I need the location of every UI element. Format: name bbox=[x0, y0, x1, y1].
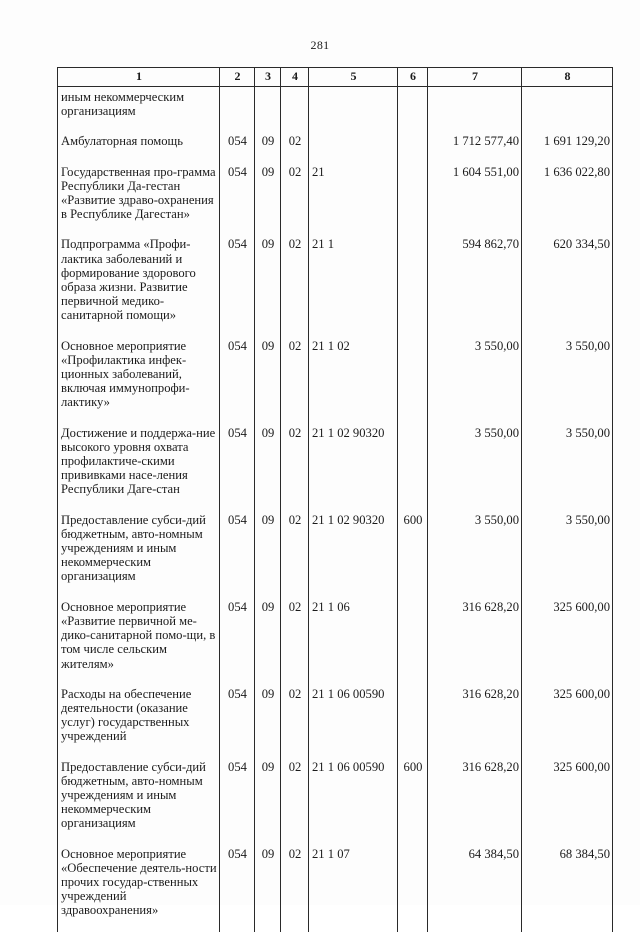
amount-col7: 3 550,00 bbox=[428, 513, 522, 600]
expense-type-code bbox=[398, 847, 428, 932]
expense-type-code bbox=[398, 600, 428, 687]
table-row bbox=[58, 847, 613, 932]
table-row bbox=[58, 760, 613, 847]
amount-col7 bbox=[428, 87, 522, 135]
ministry-code: 054 bbox=[220, 426, 255, 513]
row-name: Подпрограмма «Профи-лактика заболеваний и формирование здорового образа жизни. Развитие первичной медико-санитарной помощи» bbox=[58, 237, 220, 338]
expense-type-code: 600 bbox=[398, 513, 428, 600]
ministry-code: 054 bbox=[220, 165, 255, 238]
subsection-code: 02 bbox=[281, 134, 309, 164]
expense-type-code bbox=[398, 87, 428, 135]
target-article-code: 21 1 bbox=[309, 237, 398, 338]
section-code: 09 bbox=[255, 165, 281, 238]
subsection-code: 02 bbox=[281, 237, 309, 338]
table-row bbox=[58, 165, 613, 238]
target-article-code: 21 1 06 bbox=[309, 600, 398, 687]
section-code: 09 bbox=[255, 237, 281, 338]
target-article-code: 21 1 07 bbox=[309, 847, 398, 932]
amount-col8: 1 636 022,80 bbox=[522, 165, 613, 238]
amount-col8: 325 600,00 bbox=[522, 760, 613, 847]
section-code bbox=[255, 87, 281, 135]
column-header: 4 bbox=[281, 68, 309, 87]
section-code: 09 bbox=[255, 513, 281, 600]
ministry-code: 054 bbox=[220, 760, 255, 847]
ministry-code: 054 bbox=[220, 134, 255, 164]
ministry-code: 054 bbox=[220, 687, 255, 760]
table-row bbox=[58, 87, 613, 135]
ministry-code: 054 bbox=[220, 847, 255, 932]
column-header: 8 bbox=[522, 68, 613, 87]
amount-col7: 1 712 577,40 bbox=[428, 134, 522, 164]
row-name: Основное мероприятие «Профилактика инфек-ционных заболеваний, включая иммунопрофи-лактику» bbox=[58, 339, 220, 426]
row-name: Государственная про-грамма Республики Да-гестан «Развитие здраво-охранения в Республике Дагестан» bbox=[58, 165, 220, 238]
expense-type-code bbox=[398, 134, 428, 164]
target-article-code: 21 1 06 00590 bbox=[309, 687, 398, 760]
expense-type-code bbox=[398, 687, 428, 760]
target-article-code: 21 1 06 00590 bbox=[309, 760, 398, 847]
table-row bbox=[58, 600, 613, 687]
ministry-code: 054 bbox=[220, 237, 255, 338]
section-code: 09 bbox=[255, 760, 281, 847]
table-row bbox=[58, 339, 613, 426]
column-header: 7 bbox=[428, 68, 522, 87]
subsection-code: 02 bbox=[281, 513, 309, 600]
target-article-code bbox=[309, 87, 398, 135]
table-row bbox=[58, 687, 613, 760]
section-code: 09 bbox=[255, 134, 281, 164]
row-name: Амбулаторная помощь bbox=[58, 134, 220, 164]
table-row bbox=[58, 513, 613, 600]
amount-col8: 325 600,00 bbox=[522, 600, 613, 687]
amount-col7: 316 628,20 bbox=[428, 760, 522, 847]
row-name: Достижение и поддержа-ние высокого уровня охвата профилактиче-скими прививками насе-ления Республики Даге-стан bbox=[58, 426, 220, 513]
target-article-code bbox=[309, 134, 398, 164]
subsection-code: 02 bbox=[281, 339, 309, 426]
column-header: 1 bbox=[58, 68, 220, 87]
ministry-code bbox=[220, 87, 255, 135]
subsection-code: 02 bbox=[281, 687, 309, 760]
subsection-code: 02 bbox=[281, 426, 309, 513]
table-header-row bbox=[58, 68, 613, 87]
amount-col8: 620 334,50 bbox=[522, 237, 613, 338]
row-name: Основное мероприятие «Обеспечение деятель-ности прочих государ-ственных учреждений здравоохранения» bbox=[58, 847, 220, 932]
column-header: 6 bbox=[398, 68, 428, 87]
amount-col8: 1 691 129,20 bbox=[522, 134, 613, 164]
expense-type-code bbox=[398, 165, 428, 238]
amount-col7: 1 604 551,00 bbox=[428, 165, 522, 238]
row-name: Предоставление субси-дий бюджетным, авто-номным учреждениям и иным некоммерческим организациям bbox=[58, 760, 220, 847]
amount-col7: 64 384,50 bbox=[428, 847, 522, 932]
amount-col7: 316 628,20 bbox=[428, 687, 522, 760]
amount-col8: 3 550,00 bbox=[522, 513, 613, 600]
table-row bbox=[58, 426, 613, 513]
page-number: 281 bbox=[310, 38, 330, 52]
amount-col7: 3 550,00 bbox=[428, 339, 522, 426]
subsection-code: 02 bbox=[281, 760, 309, 847]
amount-col8: 325 600,00 bbox=[522, 687, 613, 760]
column-header: 2 bbox=[220, 68, 255, 87]
table-row bbox=[58, 237, 613, 338]
amount-col7: 316 628,20 bbox=[428, 600, 522, 687]
section-code: 09 bbox=[255, 847, 281, 932]
expense-type-code bbox=[398, 339, 428, 426]
ministry-code: 054 bbox=[220, 339, 255, 426]
expense-type-code: 600 bbox=[398, 760, 428, 847]
subsection-code bbox=[281, 87, 309, 135]
column-header: 3 bbox=[255, 68, 281, 87]
budget-table bbox=[57, 67, 613, 932]
row-name: иным некоммерческим организациям bbox=[58, 87, 220, 135]
ministry-code: 054 bbox=[220, 600, 255, 687]
target-article-code: 21 bbox=[309, 165, 398, 238]
expense-type-code bbox=[398, 237, 428, 338]
row-name: Предоставление субси-дий бюджетным, авто-номным учреждениям и иным некоммерческим организациям bbox=[58, 513, 220, 600]
amount-col7: 594 862,70 bbox=[428, 237, 522, 338]
column-header: 5 bbox=[309, 68, 398, 87]
section-code: 09 bbox=[255, 426, 281, 513]
row-name: Основное мероприятие «Развитие первичной ме-дико-санитарной помо-щи, в том числе сельским жителям» bbox=[58, 600, 220, 687]
table-row bbox=[58, 134, 613, 164]
subsection-code: 02 bbox=[281, 847, 309, 932]
row-name: Расходы на обеспечение деятельности (оказание услуг) государственных учреждений bbox=[58, 687, 220, 760]
subsection-code: 02 bbox=[281, 165, 309, 238]
amount-col8 bbox=[522, 87, 613, 135]
section-code: 09 bbox=[255, 600, 281, 687]
target-article-code: 21 1 02 bbox=[309, 339, 398, 426]
expense-type-code bbox=[398, 426, 428, 513]
ministry-code: 054 bbox=[220, 513, 255, 600]
amount-col8: 68 384,50 bbox=[522, 847, 613, 932]
subsection-code: 02 bbox=[281, 600, 309, 687]
target-article-code: 21 1 02 90320 bbox=[309, 426, 398, 513]
amount-col8: 3 550,00 bbox=[522, 426, 613, 513]
section-code: 09 bbox=[255, 687, 281, 760]
target-article-code: 21 1 02 90320 bbox=[309, 513, 398, 600]
amount-col7: 3 550,00 bbox=[428, 426, 522, 513]
amount-col8: 3 550,00 bbox=[522, 339, 613, 426]
section-code: 09 bbox=[255, 339, 281, 426]
